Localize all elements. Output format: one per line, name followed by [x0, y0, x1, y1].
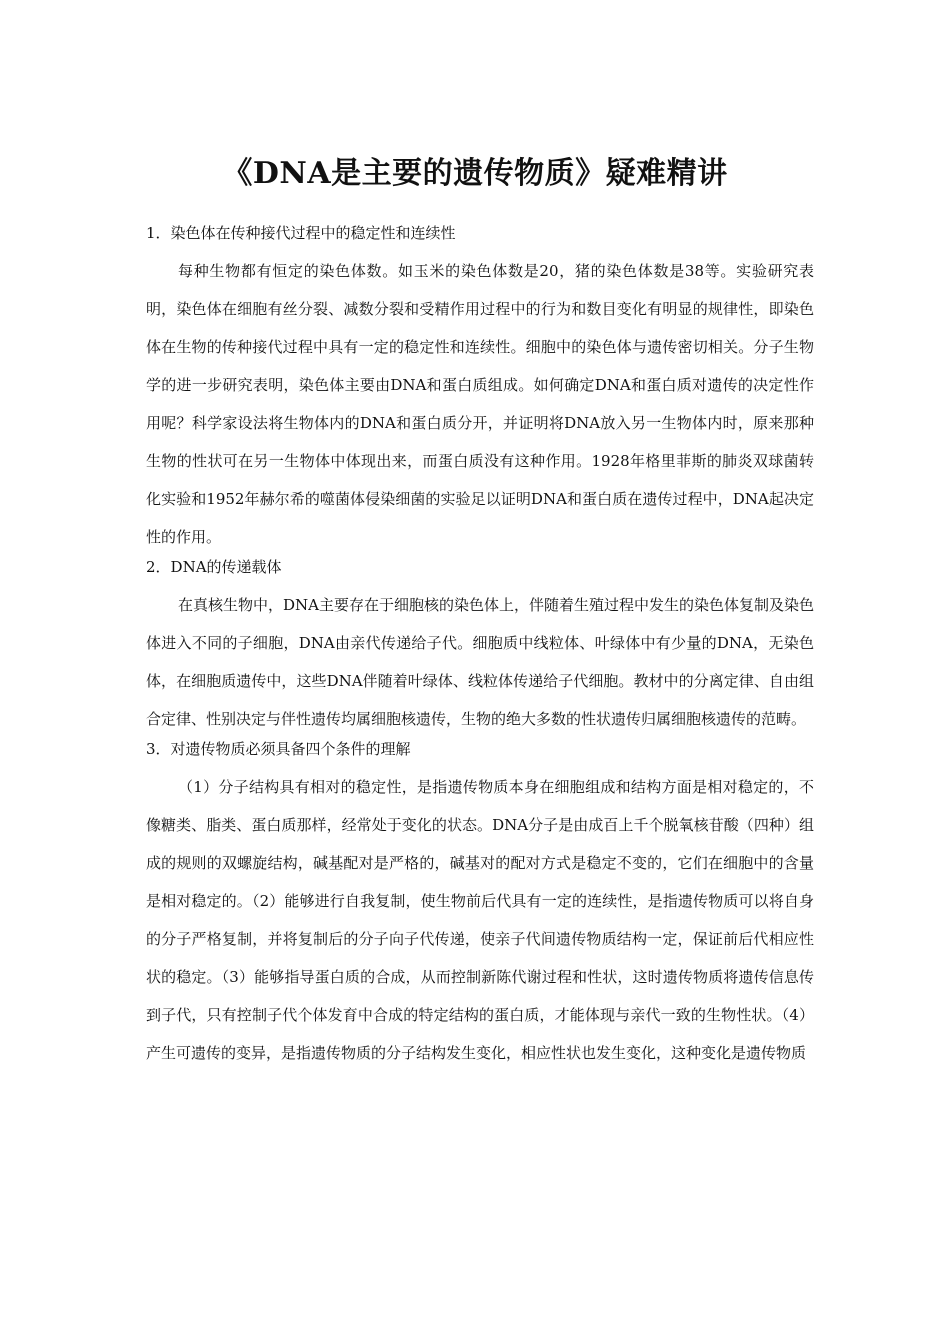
document-body: [146, 218, 814, 1072]
section-paragraph: 每种生物都有恒定的染色体数。如玉米的染色体数是20，猪的染色体数是38等。实验研究表明，染色体在细胞有丝分裂、减数分裂和受精作用过程中的行为和数目变化有明显的规律性，即染色体在生物的传种接代过程中具有一定的稳定性和连续性。细胞中的染色体与遗传密切相关。分子生物学的进一步研究表明，染色体主要由DNA和蛋白质组成。如何确定DNA和蛋白质对遗传的决定性作用呢？科学家设法将生物体内的DNA和蛋白质分开，并证明将DNA放入另一生物体内时，原来那种生物的性状可在另一生物体中体现出来，而蛋白质没有这种作用。1928年格里菲斯的肺炎双球菌转化实验和1952年赫尔希的噬菌体侵染细菌的实验足以证明DNA和蛋白质在遗传过程中，DNA起决定性的作用。: [146, 262, 814, 546]
title-bold-dna: DNA: [252, 156, 332, 191]
section-paragraph: 在真核生物中，DNA主要存在于细胞核的染色体上，伴随着生殖过程中发生的染色体复制及染色体进入不同的子细胞，DNA由亲代传递给子代。细胞质中线粒体、叶绿体中有少量的DNA，无染色体，在细胞质遗传中，这些DNA伴随着叶绿体、线粒体传递给子代细胞。教材中的分离定律、自由组合定律、性别决定与伴性遗传均属细胞核遗传，生物的绝大多数的性状遗传归属细胞核遗传的范畴。: [146, 596, 814, 728]
title-rest: 是主要的遗传物质》疑难精讲: [331, 156, 728, 191]
section-heading: 3．对遗传物质必须具备四个条件的理解: [146, 740, 411, 758]
document-title: [0, 150, 950, 198]
section-3: [146, 734, 814, 1072]
title-prefix: 《: [222, 156, 253, 191]
section-heading: 2．DNA的传递载体: [146, 558, 282, 576]
section-2: [146, 552, 814, 738]
section-paragraph: （1）分子结构具有相对的稳定性，是指遗传物质本身在细胞组成和结构方面是相对稳定的，不像糖类、脂类、蛋白质那样，经常处于变化的状态。DNA分子是由成百上千个脱氧核苷酸（四种）组成的规则的双螺旋结构，碱基配对是严格的，碱基对的配对方式是稳定不变的，它们在细胞中的含量是相对稳定的。（2）能够进行自我复制，使生物前后代具有一定的连续性，是指遗传物质可以将自身的分子严格复制，并将复制后的分子向子代传递，使亲子代间遗传物质结构一定，保证前后代相应性状的稳定。（3）能够指导蛋白质的合成，从而控制新陈代谢过程和性状，这时遗传物质将遗传信息传到子代，只有控制子代个体发育中合成的特定结构的蛋白质，才能体现与亲代一致的生物性状。（4）产生可遗传的变异，是指遗传物质的分子结构发生变化，相应性状也发生变化，这种变化是遗传物质: [146, 778, 814, 1062]
section-heading: 1．染色体在传种接代过程中的稳定性和连续性: [146, 224, 456, 242]
section-1: [146, 218, 814, 556]
